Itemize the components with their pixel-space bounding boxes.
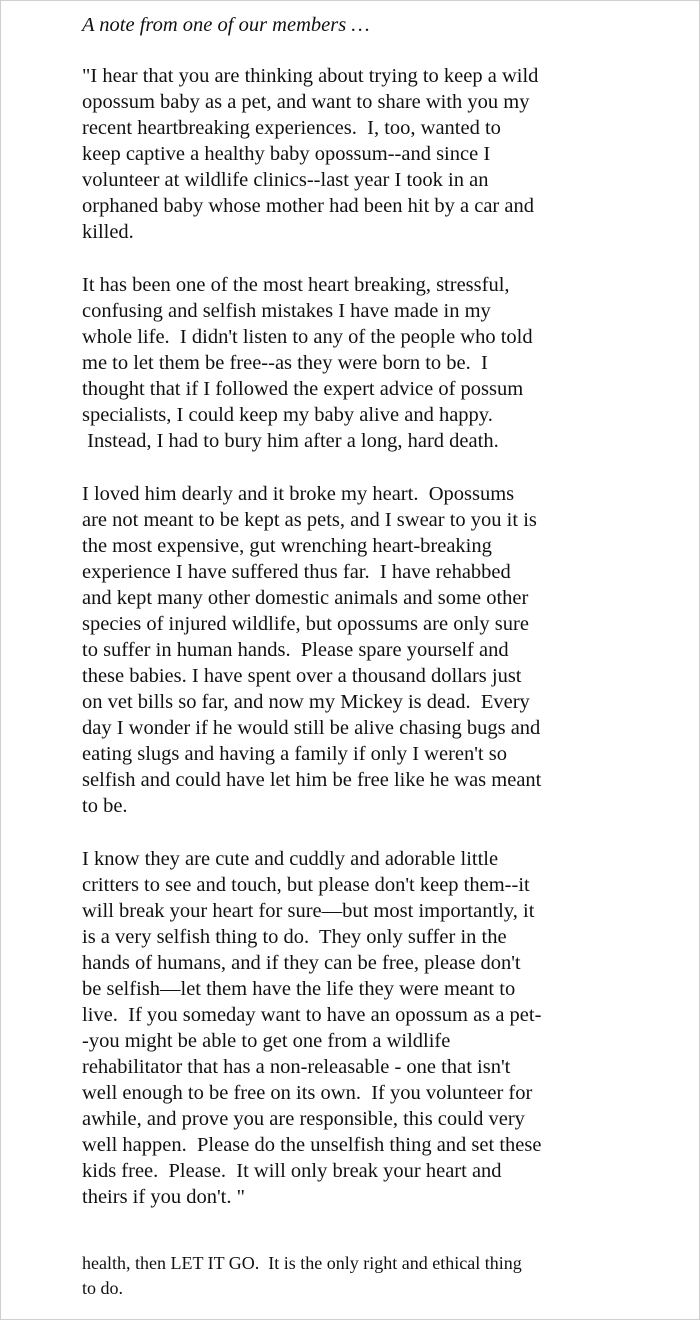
paragraph-4 [82, 846, 541, 1210]
footer-text [82, 1251, 522, 1301]
text-line: experience I have suffered thus far. I have rehabbed [82, 561, 511, 583]
text-line: health, then LET IT GO. It is the only right and ethical thing [82, 1253, 522, 1273]
text-line: thought that if I followed the expert advice of possum [82, 378, 524, 400]
note-heading: A note from one of our members … [82, 14, 370, 36]
text-line: and kept many other domestic animals and some other [82, 587, 529, 609]
paragraph-2 [82, 272, 533, 454]
text-line: recent heartbreaking experiences. I, too, wanted to [82, 117, 501, 139]
text-line: eating slugs and having a family if only I weren't so [82, 743, 507, 765]
text-line: I loved him dearly and it broke my heart. Opossums [82, 483, 515, 505]
text-line: volunteer at wildlife clinics--last year I took in an [82, 169, 489, 191]
text-line: It has been one of the most heart breaking, stressful, [82, 274, 510, 296]
text-line: species of injured wildlife, but opossums are only sure [82, 613, 529, 635]
text-line: kids free. Please. It will only break your heart and [82, 1160, 502, 1182]
text-line: to be. [82, 795, 128, 817]
text-line: I know they are cute and cuddly and adorable little [82, 848, 499, 870]
text-line: me to let them be free--as they were born to be. I [82, 352, 488, 374]
text-line: well happen. Please do the unselfish thing and set these [82, 1134, 542, 1156]
text-line: rehabilitator that has a non-releasable - one that isn't [82, 1056, 511, 1078]
text-line: on vet bills so far, and now my Mickey is dead. Every [82, 691, 530, 713]
text-line: selfish and could have let him be free like he was meant [82, 769, 542, 791]
text-line: whole life. I didn't listen to any of the people who told [82, 326, 533, 348]
text-line: "I hear that you are thinking about trying to keep a wild [82, 65, 539, 87]
text-line: keep captive a healthy baby opossum--and since I [82, 143, 491, 165]
paragraph-1 [82, 63, 538, 245]
text-line: day I wonder if he would still be alive chasing bugs and [82, 717, 541, 739]
text-line: to suffer in human hands. Please spare yourself and [82, 639, 509, 661]
text-line: well enough to be free on its own. If you volunteer for [82, 1082, 533, 1104]
text-line: to do. [82, 1278, 124, 1298]
text-line: killed. [82, 221, 134, 243]
text-line: is a very selfish thing to do. They only suffer in the [82, 926, 507, 948]
text-line: -you might be able to get one from a wildlife [82, 1030, 451, 1052]
text-line: confusing and selfish mistakes I have made in my [82, 300, 491, 322]
text-line: Instead, I had to bury him after a long, hard death. [82, 430, 499, 452]
text-line: the most expensive, gut wrenching heart-breaking [82, 535, 492, 557]
text-line: awhile, and prove you are responsible, this could very [82, 1108, 525, 1130]
text-line: opossum baby as a pet, and want to share with you my [82, 91, 530, 113]
text-line: are not meant to be kept as pets, and I swear to you it is [82, 509, 537, 531]
text-line: orphaned baby whose mother had been hit by a car and [82, 195, 534, 217]
text-line: these babies. I have spent over a thousand dollars just [82, 665, 522, 687]
text-line: be selfish—let them have the life they were meant to [82, 978, 516, 1000]
text-line: live. If you someday want to have an opossum as a pet- [82, 1004, 542, 1026]
text-line: specialists, I could keep my baby alive and happy. [82, 404, 493, 426]
text-line: will break your heart for sure—but most importantly, it [82, 900, 535, 922]
paragraph-3 [82, 481, 541, 819]
text-line: theirs if you don't. " [82, 1186, 245, 1208]
text-line: hands of humans, and if they can be free, please don't [82, 952, 521, 974]
text-line: critters to see and touch, but please don't keep them--it [82, 874, 530, 896]
